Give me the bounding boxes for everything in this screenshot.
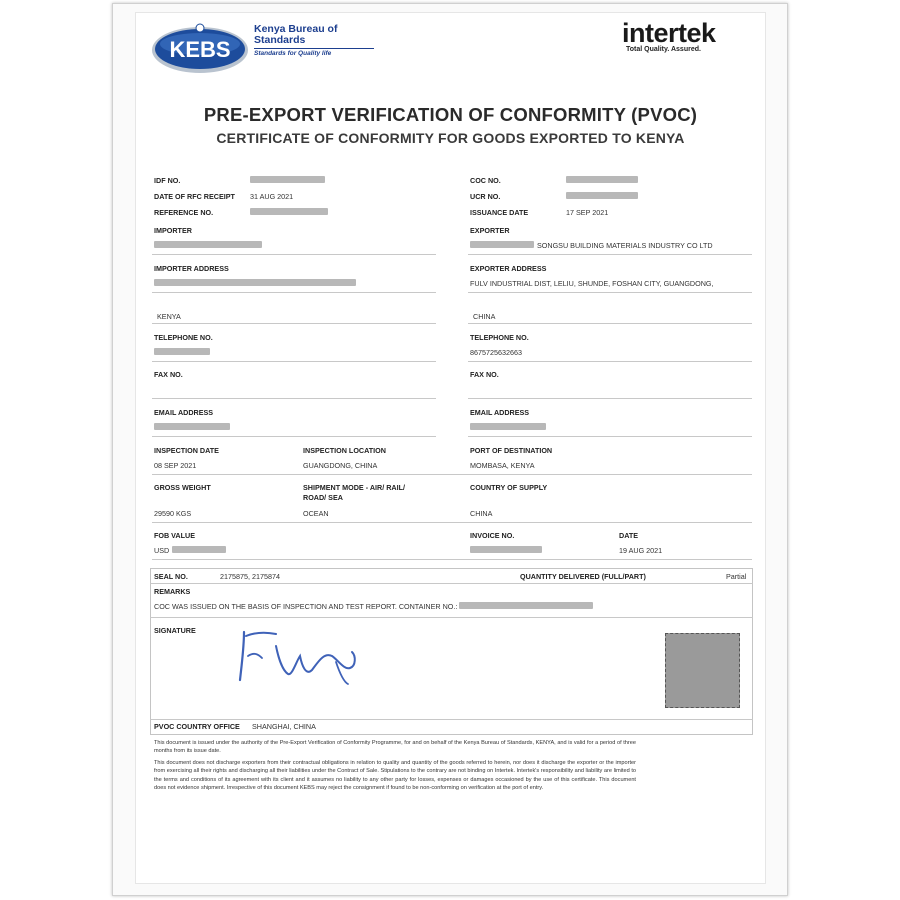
container-no-redacted — [459, 602, 593, 609]
gross-weight-value: 29590 KGS — [154, 509, 192, 518]
coc-no-label: COC NO. — [470, 176, 501, 185]
gross-weight-label: GROSS WEIGHT — [154, 483, 211, 492]
remarks-row-divider — [150, 617, 753, 618]
issuance-date-label: ISSUANCE DATE — [470, 208, 529, 217]
kebs-name-line1: Kenya Bureau of — [254, 23, 338, 35]
seal-no-value: 2175875, 2175874 — [220, 572, 280, 581]
exporter-value: SONGSU BUILDING MATERIALS INDUSTRY CO LTD — [537, 241, 713, 250]
shipment-mode-label-2: ROAD/ SEA — [303, 493, 343, 502]
document-subtitle: CERTIFICATE OF CONFORMITY FOR GOODS EXPORTED TO KENYA — [216, 130, 685, 146]
importer-address-underline — [152, 292, 436, 293]
importer-country-underline — [152, 323, 436, 324]
exporter-email-underline — [468, 436, 752, 437]
ucr-no-redacted — [566, 192, 638, 199]
exporter-telephone-label: TELEPHONE NO. — [470, 333, 529, 342]
importer-redacted — [154, 241, 262, 248]
signature-label: SIGNATURE — [154, 626, 196, 635]
importer-country: KENYA — [157, 312, 181, 321]
fob-value-label: FOB VALUE — [154, 531, 195, 540]
inspection-location-label: INSPECTION LOCATION — [303, 446, 386, 455]
footer-paragraph-1: This document is issued under the authority of the Pre-Export Verification of Conformity Programme, for and on behalf of the Kenya Bureau of Standards, KENYA, and is valid for a period of three months from its issue date. — [154, 740, 636, 755]
exporter-name-redacted — [470, 241, 534, 248]
importer-fax-underline — [152, 398, 436, 399]
kebs-name-line2: Standards — [254, 34, 306, 46]
reference-no-label: REFERENCE NO. — [154, 208, 214, 217]
invoice-no-redacted — [470, 546, 542, 553]
importer-email-label: EMAIL ADDRESS — [154, 408, 214, 417]
remarks-label: REMARKS — [154, 587, 191, 596]
importer-telephone-redacted — [154, 348, 210, 355]
invoice-date-value: 19 AUG 2021 — [619, 546, 663, 555]
inspection-row-underline — [152, 474, 752, 475]
ucr-no-label: UCR NO. — [470, 192, 501, 201]
date-rfc-label: DATE OF RFC RECEIPT — [154, 192, 235, 201]
coc-no-redacted — [566, 176, 638, 183]
seal-no-label: SEAL NO. — [154, 572, 188, 581]
exporter-country-underline — [468, 323, 752, 324]
reference-no-redacted — [250, 208, 328, 215]
importer-telephone-label: TELEPHONE NO. — [154, 333, 213, 342]
idf-no-redacted — [250, 176, 325, 183]
fob-value-currency: USD — [154, 546, 170, 555]
fob-value-redacted — [172, 546, 226, 553]
importer-address-redacted — [154, 279, 356, 286]
remarks-value: COC WAS ISSUED ON THE BASIS OF INSPECTION AND TEST REPORT. CONTAINER NO.: — [154, 602, 458, 611]
shipment-mode-label-1: SHIPMENT MODE - AIR/ RAIL/ — [303, 483, 405, 492]
exporter-fax-underline — [468, 398, 752, 399]
exporter-telephone-value: 8675725632663 — [470, 348, 522, 357]
shipment-mode-value: OCEAN — [303, 509, 329, 518]
importer-address-label: IMPORTER ADDRESS — [154, 264, 229, 273]
inspection-date-value: 08 SEP 2021 — [154, 461, 197, 470]
intertek-tagline: Total Quality. Assured. — [626, 46, 701, 53]
exporter-fax-label: FAX NO. — [470, 370, 499, 379]
exporter-address-label: EXPORTER ADDRESS — [470, 264, 547, 273]
invoice-no-label: INVOICE NO. — [470, 531, 515, 540]
kebs-name-block — [254, 24, 374, 57]
kebs-logo — [150, 22, 250, 74]
date-rfc-value: 31 AUG 2021 — [250, 192, 294, 201]
exporter-telephone-underline — [468, 361, 752, 362]
exporter-country: CHINA — [473, 312, 496, 321]
port-destination-label: PORT OF DESTINATION — [470, 446, 553, 455]
svg-text:KEBS: KEBS — [169, 37, 231, 62]
issuance-date-value: 17 SEP 2021 — [566, 208, 609, 217]
inspection-location-value: GUANGDONG, CHINA — [303, 461, 378, 470]
document-title: PRE-EXPORT VERIFICATION OF CONFORMITY (PVOC) — [203, 104, 698, 125]
invoice-date-label: DATE — [619, 531, 639, 540]
seal-row-divider — [150, 583, 753, 584]
importer-label: IMPORTER — [154, 226, 192, 235]
weight-row-underline — [152, 522, 752, 523]
importer-underline — [152, 254, 436, 255]
country-supply-value: CHINA — [470, 509, 493, 518]
pvoc-office-label: PVOC COUNTRY OFFICE — [154, 722, 240, 731]
exporter-email-redacted — [470, 423, 546, 430]
importer-email-underline — [152, 436, 436, 437]
importer-fax-label: FAX NO. — [154, 370, 183, 379]
fob-row-underline — [152, 559, 752, 560]
quantity-delivered-value: Partial — [726, 572, 747, 581]
footer-paragraph-2: This document does not discharge exporters from their contractual obligations in relation to quality and quantity of the goods referred to herein, nor does it discharge the exporter or the importer from exercising all their rights and discharging all their liabilities under the Contract of Sale. Stipulations to the contrary are not binding on Intertek. Intertek's responsibility and liability are limited to the terms and conditions of its agreement with its client and it assumes no liability to any other party for losses, expenses or damages occasioned by the use of this certificate. This document does not evidence shipment. Irrespective of this document KEBS may reject the consignment if found to be non-conforming on verification at the port of entry. — [154, 760, 636, 791]
intertek-logo — [622, 18, 716, 53]
importer-telephone-underline — [152, 361, 436, 362]
quantity-delivered-label: QUANTITY DELIVERED (FULL/PART) — [520, 572, 646, 581]
intertek-name: intertek — [622, 18, 716, 48]
exporter-address-underline — [468, 292, 752, 293]
office-row-divider — [150, 719, 753, 720]
exporter-address-value: FULV INDUSTRIAL DIST, LELIU, SHUNDE, FOSHAN CITY, GUANGDONG, — [470, 279, 714, 288]
pvoc-office-value: SHANGHAI, CHINA — [252, 722, 316, 731]
exporter-underline — [468, 254, 752, 255]
qr-code-redacted — [665, 633, 740, 708]
inspection-date-label: INSPECTION DATE — [154, 446, 219, 455]
port-destination-value: MOMBASA, KENYA — [470, 461, 535, 470]
exporter-label: EXPORTER — [470, 226, 510, 235]
exporter-email-label: EMAIL ADDRESS — [470, 408, 530, 417]
idf-no-label: IDF NO. — [154, 176, 181, 185]
signature-image — [232, 622, 372, 692]
country-supply-label: COUNTRY OF SUPPLY — [470, 483, 548, 492]
kebs-tagline: Standards for Quality life — [254, 48, 374, 57]
importer-email-redacted — [154, 423, 230, 430]
